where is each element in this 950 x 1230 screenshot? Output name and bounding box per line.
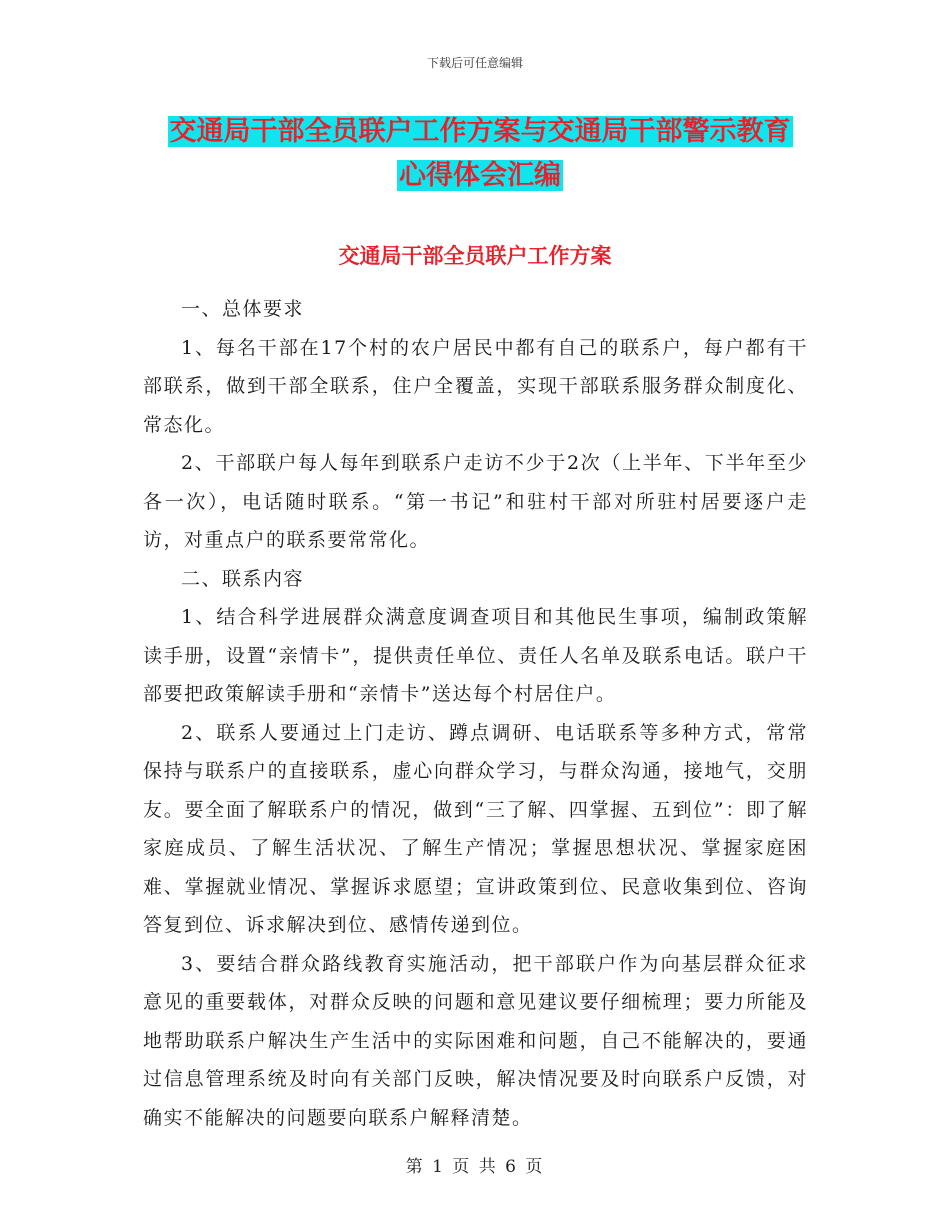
document-title-line-1	[150, 107, 810, 157]
header-note: 下载后可任意编辑	[426, 56, 523, 70]
heading-general-requirements: 一、总体要求	[181, 298, 305, 320]
paragraph: 1、每名干部在17个村的农户居民中都有自己的联系户，每户都有干部联系，做到干部全联系，住户全覆盖，实现干部联系服务群众制度化、常态化。	[143, 336, 808, 436]
heading-contact-content: 二、联系内容	[181, 567, 305, 590]
document-title-line-2	[150, 151, 810, 201]
page-number-footer: 第 1 页 共 6 页	[405, 1157, 545, 1177]
paragraph: 3、要结合群众路线教育实施活动，把干部联户作为向基层群众征求意见的重要载体，对群众反映的问题和意见建议要仔细梳理；要力所能及地帮助联系户解决生产生活中的实际困难和问题，自己不能解决的，要通过信息管理系统及时向有关部门反映，解决情况要及时向联系户反馈，对确实不能解决的问题要向联系户解释清楚。	[143, 952, 808, 1129]
paragraph: 1、结合科学进展群众满意度调查项目和其他民生事项，编制政策解读手册，设置“亲情卡”，提供责任单位、责任人名单及联系电话。联户干部要把政策解读手册和“亲情卡”送达每个村居住户。	[143, 606, 808, 705]
section-title: 交通局干部全员联户工作方案	[338, 244, 612, 268]
document-title-text-2: 心得体会汇编	[399, 160, 561, 191]
document-title-text-1: 交通局干部全员联户工作方案与交通局干部警示教育	[169, 116, 791, 147]
paragraph: 2、干部联户每人每年到联系户走访不少于2次（上半年、下半年至少各一次），电话随时联系。“第一书记”和驻村干部对所驻村居要逐户走访，对重点户的联系要常常化。	[143, 452, 808, 551]
paragraph: 2、联系人要通过上门走访、蹲点调研、电话联系等多种方式，常常保持与联系户的直接联系，虚心向群众学习，与群众沟通，接地气，交朋友。要全面了解联系户的情况，做到“三了解、四掌握、五到位”：即了解家庭成员、了解生活状况、了解生产情况；掌握思想状况、掌握家庭困难、掌握就业情况、掌握诉求愿望；宣讲政策到位、民意收集到位、咨询答复到位、诉求解决到位、感情传递到位。	[143, 721, 808, 936]
document-body	[143, 290, 808, 1137]
